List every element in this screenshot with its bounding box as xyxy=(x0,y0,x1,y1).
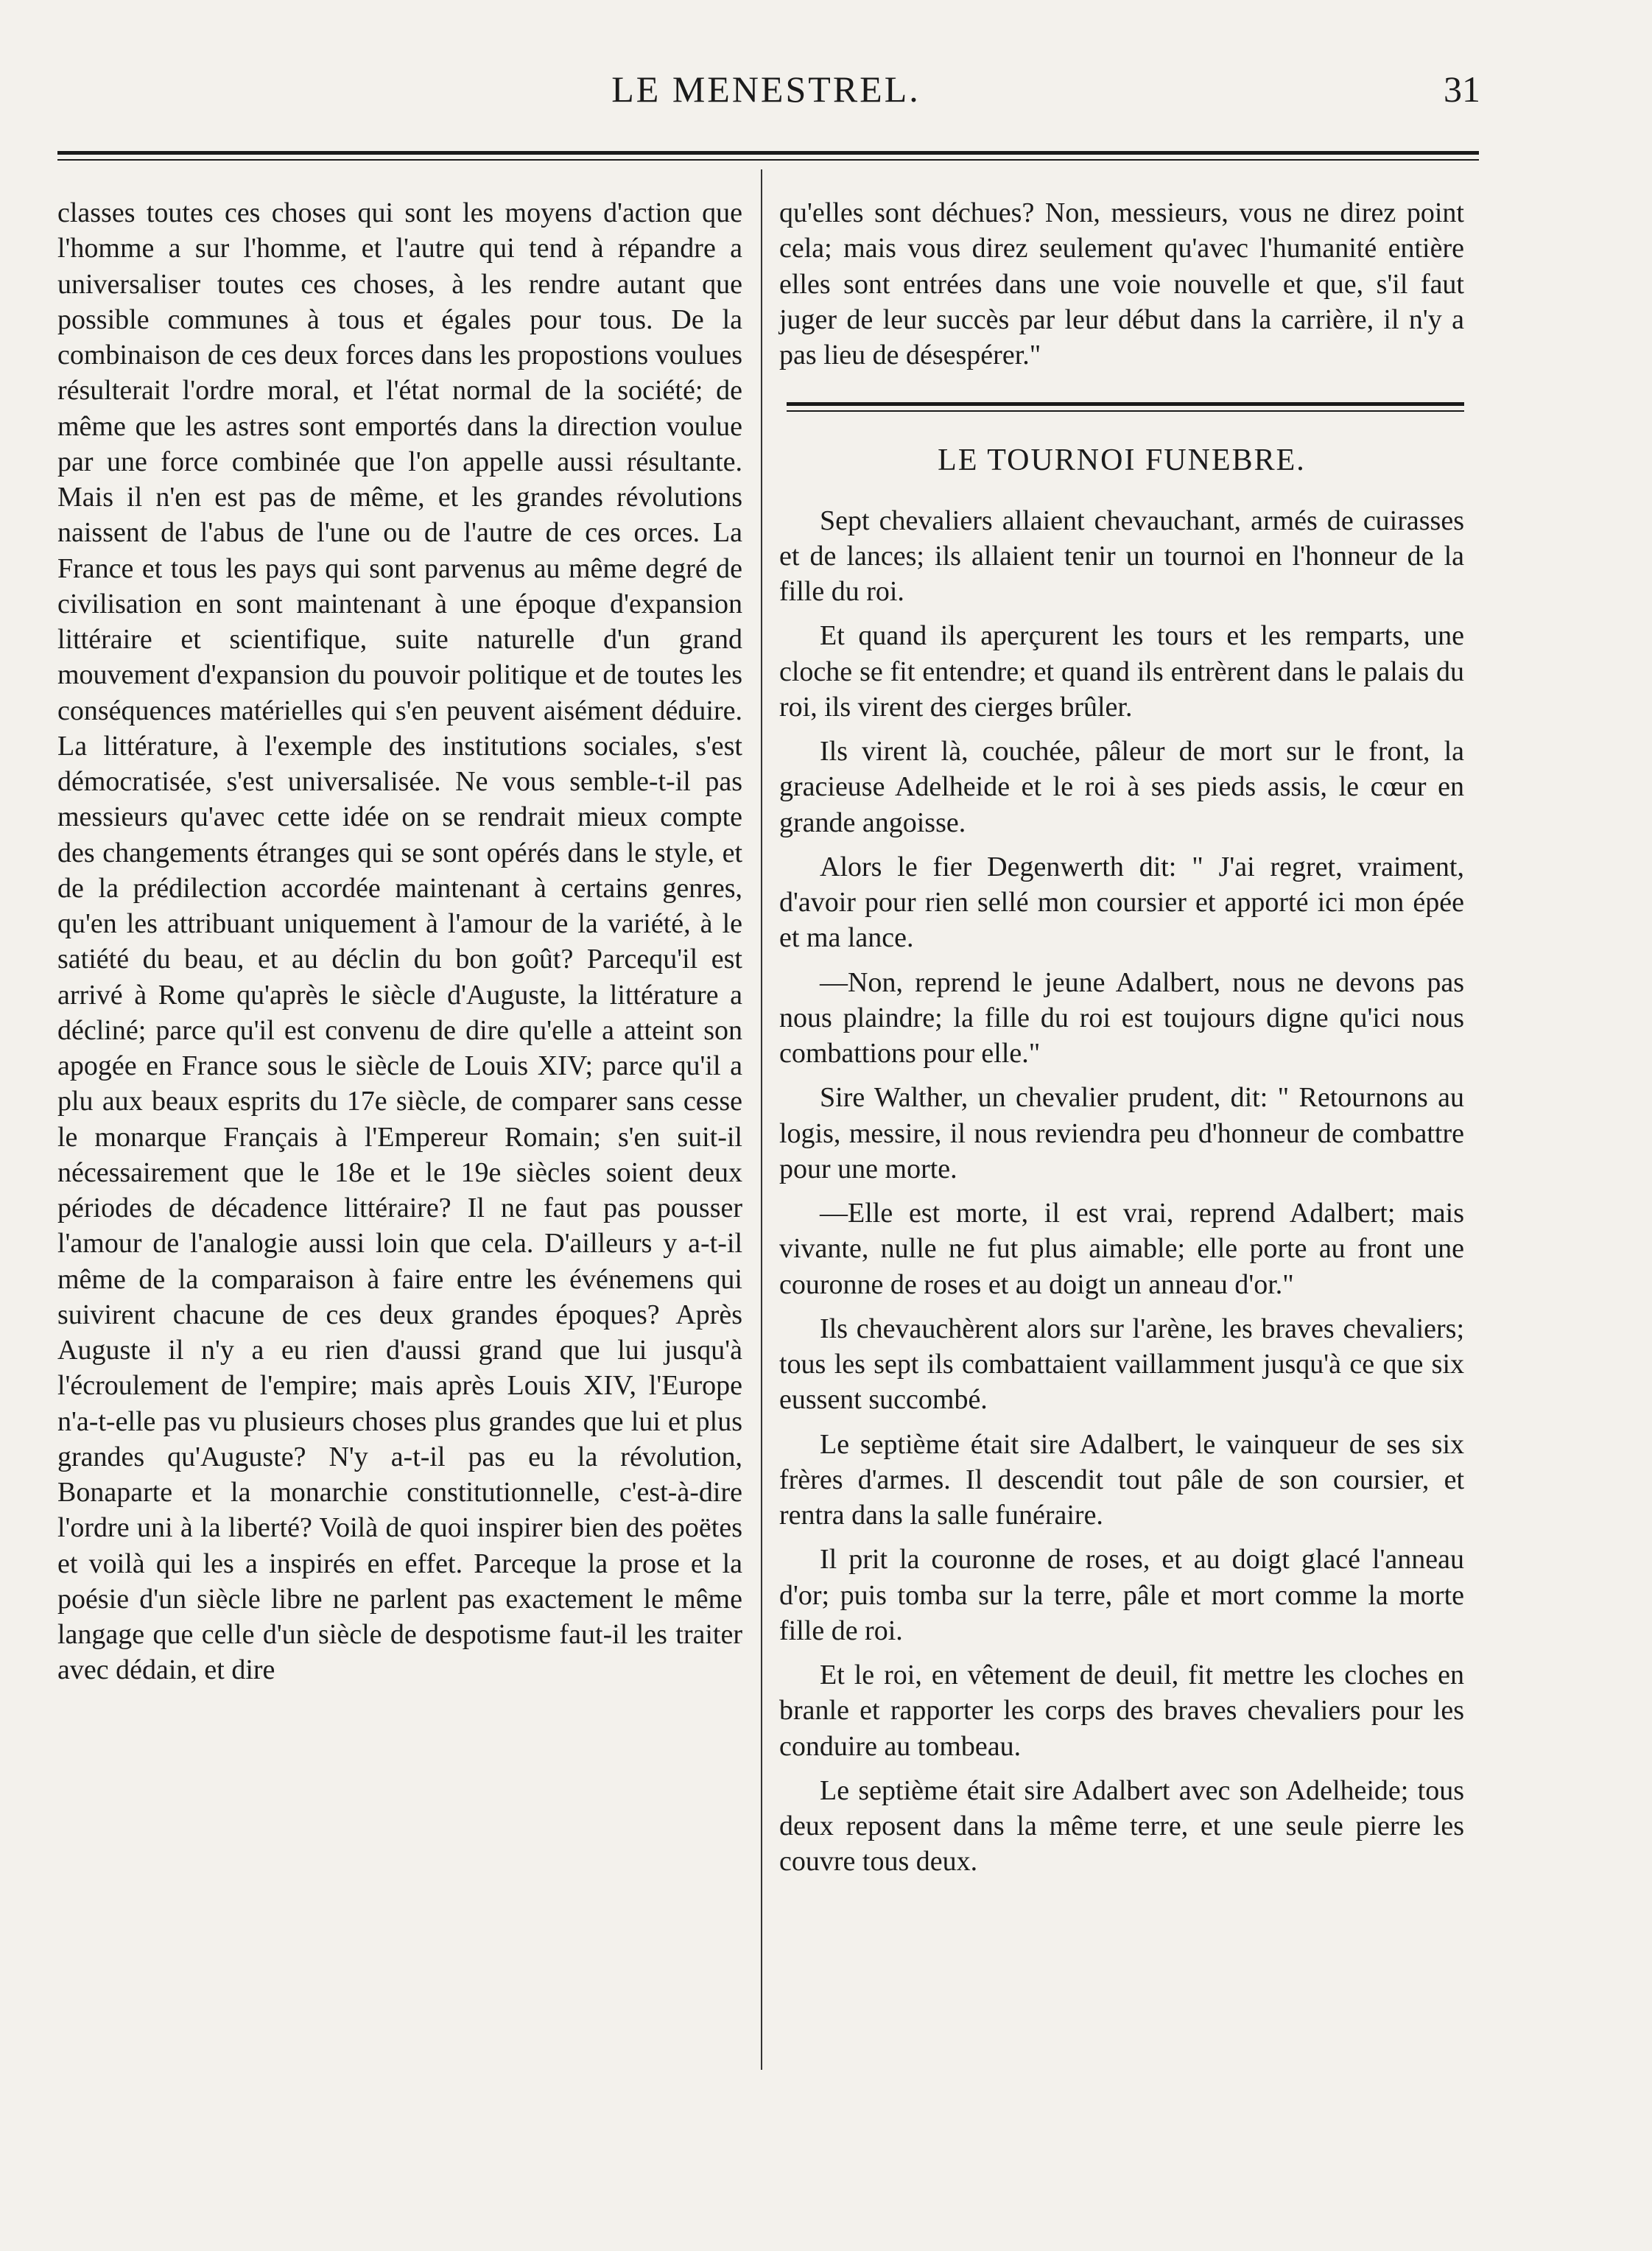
page-header xyxy=(52,68,1480,119)
article-paragraph: Sept chevaliers allaient chevauchant, armés de cuirasses et de lances; ils allaient tenir un tournoi en l'honneur de la fille du roi. xyxy=(779,505,1464,608)
left-column xyxy=(57,195,742,1697)
section-rule-thick xyxy=(787,402,1464,406)
journal-title: LE MENESTREL. xyxy=(611,69,921,110)
column-divider xyxy=(761,169,762,2070)
article-paragraph: —Non, reprend le jeune Adalbert, nous ne devons pas nous plaindre; la fille du roi est toujours digne qu'ici nous combattions pour elle." xyxy=(779,966,1464,1070)
article-paragraph: Il prit la couronne de roses, et au doigt glacé l'anneau d'or; puis tomba sur la terre, pâle et mort comme la morte fille de roi. xyxy=(779,1544,1464,1646)
article-paragraph: Le septième était sire Adalbert, le vainqueur de ses six frères d'armes. Il descendit tout pâle de son coursier, et rentra dans la salle funéraire. xyxy=(779,1428,1464,1531)
article-paragraph: Alors le fier Degenwerth dit: " J'ai regret, vraiment, d'avoir pour rien sellé mon coursier et apporté ici mon épée et ma lance. xyxy=(779,851,1464,954)
section-rule-thin xyxy=(787,410,1464,412)
article-paragraph: Et le roi, en vêtement de deuil, fit mettre les cloches en branle et rapporter les corps des braves chevaliers pour les conduire au tombeau. xyxy=(779,1660,1464,1762)
article-paragraph: Ils virent là, couchée, pâleur de mort sur le front, la gracieuse Adelheide et le roi à ses pieds assis, le cœur en grande angoisse. xyxy=(779,736,1464,838)
page-number: 31 xyxy=(1444,69,1480,110)
article-paragraph: —Elle est morte, il est vrai, reprend Adalbert; mais vivante, nulle ne fut plus aimable; elle porte au front une couronne de roses et au doigt un anneau d'or." xyxy=(779,1198,1464,1300)
article-paragraph: Et quand ils aperçurent les tours et les remparts, une cloche se fit entendre; et quand ils entrèrent dans le palais du roi, ils virent des cierges brûler. xyxy=(779,620,1464,723)
right-column xyxy=(779,195,1464,1889)
header-rule-thick xyxy=(57,151,1479,155)
article-paragraph: Le septième était sire Adalbert avec son Adelheide; tous deux reposent dans la même terre, et une seule pierre les couvre tous deux. xyxy=(779,1774,1464,1878)
article-title: LE TOURNOI FUNEBRE. xyxy=(938,443,1306,478)
continued-paragraph: qu'elles sont déchues? Non, messieurs, vous ne direz point cela; mais vous direz seulement qu'avec l'humanité entière elles sont entrées dans une voie nouvelle et que, s'il faut juger de leur succès par leur début dans la carrière, il n'y a pas lieu de désespérer." xyxy=(779,197,1464,371)
article-paragraph: Ils chevauchèrent alors sur l'arène, les braves chevaliers; tous les sept ils combattaient vaillamment jusqu'à ce que six eussent succombé. xyxy=(779,1313,1464,1416)
article-paragraph: Sire Walther, un chevalier prudent, dit: " Retournons au logis, messire, il nous reviendra peu d'honneur de combattre pour une morte. xyxy=(779,1082,1464,1184)
header-rule-thin xyxy=(57,159,1479,161)
left-paragraph: classes toutes ces choses qui sont les moyens d'action que l'homme a sur l'homme, et l'autre qui tend à répandre a universaliser toutes ces choses, à les rendre autant que possible communes à tous et égales pour tous. De la combinaison de ces deux forces dans les propostions voulues résulterait l'ordre moral, et l'état normal de la société; de même que les astres sont emportés dans la direction voulue par une force combinée que l'on appelle aussi résultante. Mais il n'en est pas de même, et les grandes révolutions naissent de l'abus de l'une ou de l'autre de ces orces. La France et tous les pays qui sont parvenus au même degré de civilisation en sont maintenant à une époque d'expansion littéraire et scientifique, suite naturelle d'un grand mouvement d'expansion du pouvoir politique et de toutes les conséquences matérielles qui s'en peuvent aisément déduire. La littérature, à l'exemple des institutions sociales, s'est démocratisée, s'est universalisée. Ne vous semble-t-il pas messieurs qu'avec cette idée on se rendrait mieux compte des changements étranges qui se sont opérés dans le style, et de la prédilection accordée maintenant à certains genres, qu'en les attribuant uniquement à l'amour de la variété, à le satiété du beau, et au déclin du bon goût? Parcequ'il est arrivé à Rome qu'après le siècle d'Auguste, la littérature a décliné; parce qu'il est convenu de dire qu'elle a atteint son apogée en France sous le siècle de Louis XIV; parce qu'il a plu aux beaux esprits du 17e siècle, de comparer sans cesse le monarque Français à l'Empereur Romain; s'en suit-il nécessairement que le 18e et le 19e siècles soient deux périodes de décadence littéraire? Il ne faut pas pousser l'amour de l'analogie aussi loin que cela. D'ailleurs y a-t-il même de la comparaison à faire entre les événemens qui suivirent chacune de ces deux grandes époques? Après Auguste il n'y a eu rien d'aussi grand que lui jusqu'à l'écroulement de l'empire; mais après Louis XIV, l'Europe n'a-t-elle pas vu plusieurs choses plus grandes que lui et plus grandes qu'Auguste? N'y a-t-il pas eu la révolution, Bonaparte et la monarchie constitutionnelle, c'est-à-dire l'ordre uni à la liberté? Voilà de quoi inspirer bien des poëtes et voilà qui les a inspirés en effet. Parceque la prose et la poésie d'un siècle libre ne parlent pas exactement le même langage que celle d'un siècle de despotisme faut-il les traiter avec dédain, et dire xyxy=(57,197,742,1686)
